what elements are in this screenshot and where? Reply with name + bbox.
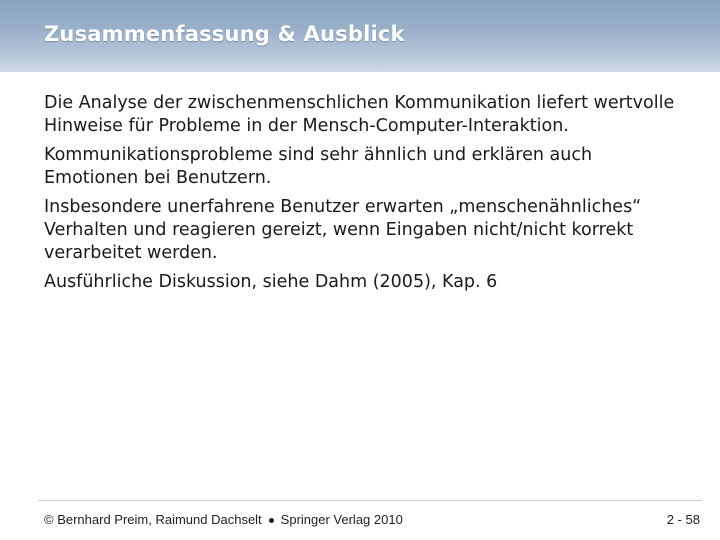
bullet-separator-icon <box>269 518 274 523</box>
footer-publisher: Springer Verlag 2010 <box>280 512 403 527</box>
page-number: 2 - 58 <box>666 512 700 527</box>
body-paragraph-3: Insbesondere unerfahrene Benutzer erwarten „menschenähnliches“ Verhalten und reagieren gereizt, wenn Eingaben nicht/nicht korrekt verarbeitet werden. <box>44 197 642 263</box>
slide-footer <box>0 500 720 540</box>
title-bar <box>0 0 720 72</box>
body-paragraph-1: Die Analyse der zwischenmenschlichen Kommunikation liefert wertvolle Hinweise für Probleme in der Mensch-Computer-Interaktion. <box>44 93 675 136</box>
body-paragraph-2: Kommunikationsprobleme sind sehr ähnlich und erklären auch Emotionen bei Benutzern. <box>44 145 593 188</box>
footer-authors: © Bernhard Preim, Raimund Dachselt <box>44 512 262 527</box>
slide-body <box>44 92 684 300</box>
body-paragraph-4: Ausführliche Diskussion, siehe Dahm (2005), Kap. 6 <box>44 272 498 292</box>
footer-divider <box>38 500 702 501</box>
footer-credits <box>44 512 403 527</box>
slide-title: Zusammenfassung & Ausblick <box>44 22 405 46</box>
